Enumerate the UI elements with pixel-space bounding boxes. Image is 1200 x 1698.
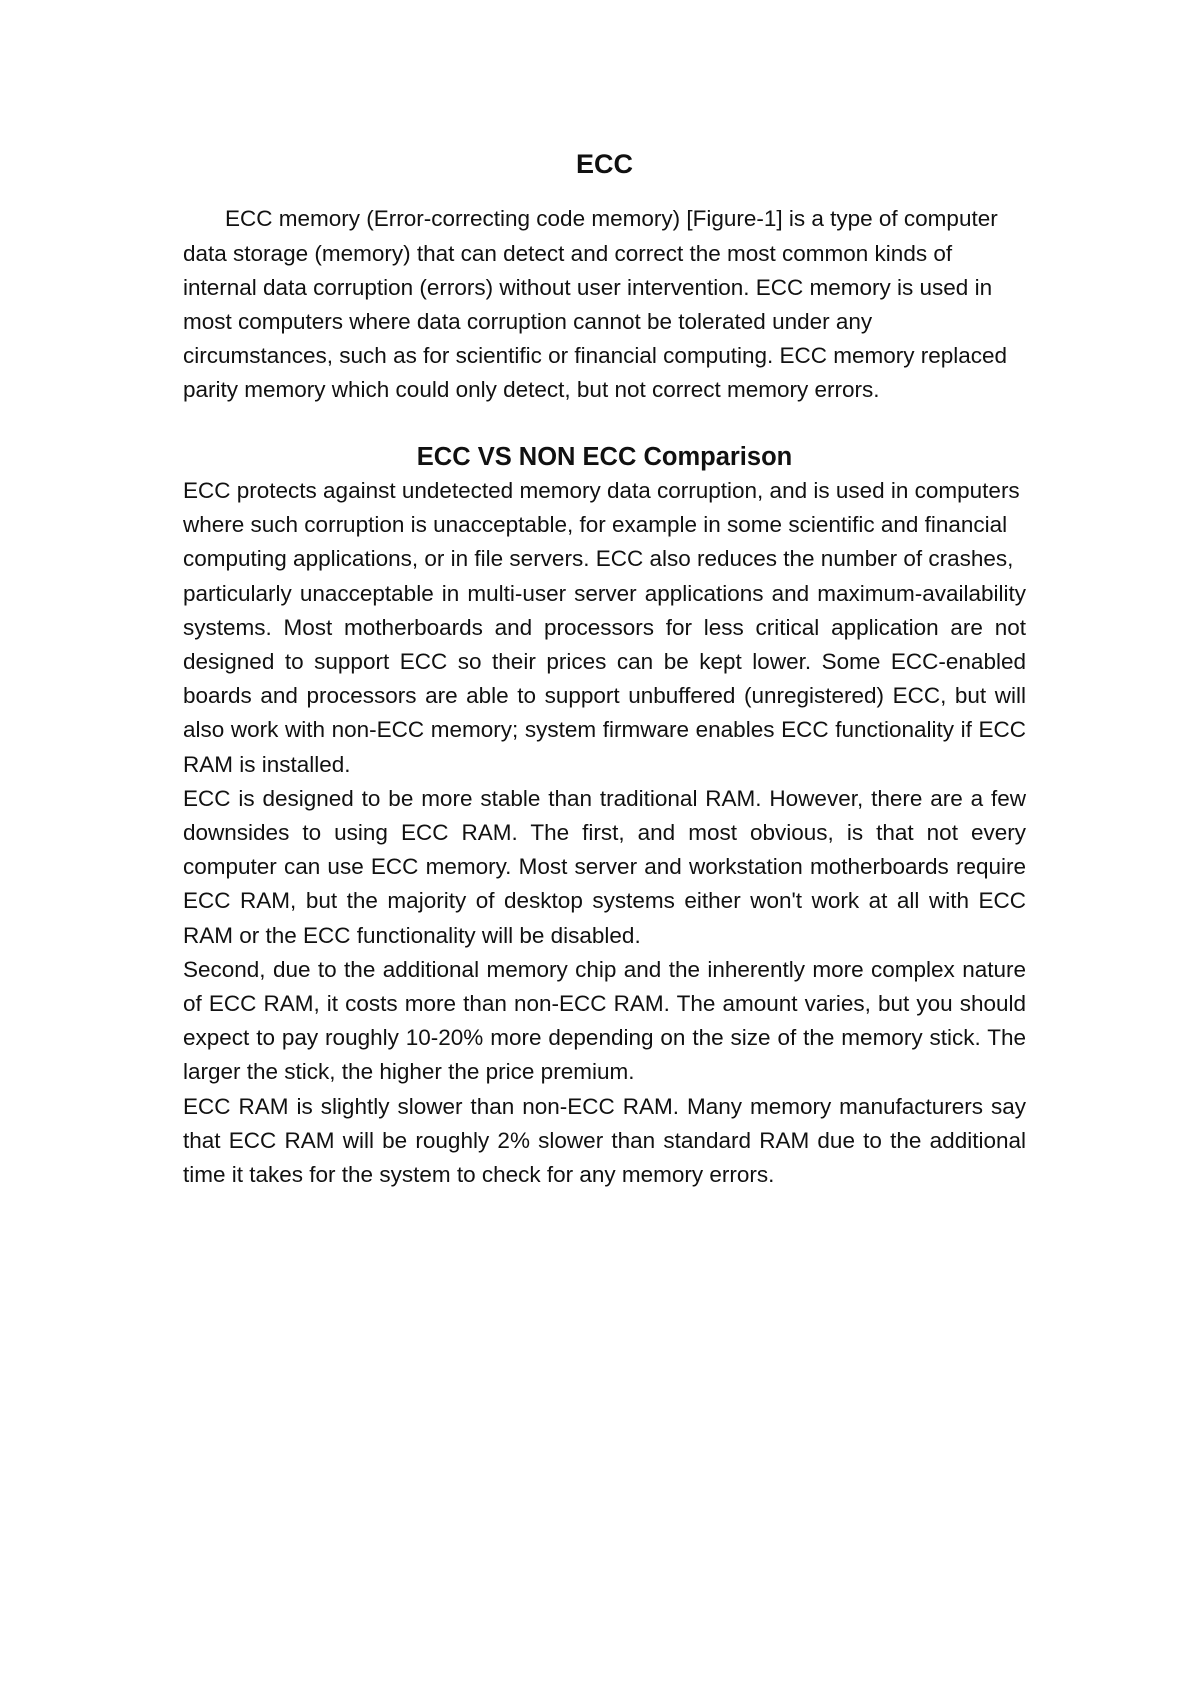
paragraph-downsides: ECC is designed to be more stable than traditional RAM. However, there are a few downsides to using ECC RAM. The first, and most obvious, is that not every computer can use ECC memory. Most server and workstation motherboards require ECC RAM, but the majority of desktop systems either won't work at all with ECC RAM or the ECC functionality will be disabled. <box>183 785 1026 948</box>
paragraph-speed: ECC RAM is slightly slower than non-ECC RAM. Many memory manufacturers say that ECC RAM will be roughly 2% slower than standard RAM due to the additional time it takes for the system to check for any memory errors. <box>183 1093 1026 1188</box>
document-body <box>183 148 1026 1192</box>
paragraph-availability: particularly unacceptable in multi-user server applications and maximum-availability systems. Most motherboards and processors for less critical application are not designed to support ECC so their prices can be kept lower. Some ECC-enabled boards and processors are able to support unbuffered (unregistered) ECC, but will also work with non-ECC memory; system firmware enables ECC functionality if ECC RAM is installed. <box>183 580 1026 777</box>
page-title: ECC <box>575 149 633 179</box>
intro-paragraph: ECC memory (Error-correcting code memory) [Figure-1] is a type of computer data storage (memory) that can detect and correct the most common kinds of internal data corruption (errors) without user intervention. ECC memory is used in most computers where data corruption cannot be tolerated under any circumstances, such as for scientific or financial computing. ECC memory replaced parity memory which could only detect, but not correct memory errors. <box>183 206 1008 403</box>
paragraph-cost: Second, due to the additional memory chip and the inherently more complex nature of ECC RAM, it costs more than non-ECC RAM. The amount varies, but you should expect to pay roughly 10-20% more depending on the size of the memory stick. The larger the stick, the higher the price premium. <box>183 956 1026 1085</box>
section-title: ECC VS NON ECC Comparison <box>416 442 793 471</box>
paragraph-ecc-protection: ECC protects against undetected memory data corruption, and is used in computers where such corruption is unacceptable, for example in some scientific and financial computing applications, or in file servers. ECC also reduces the number of crashes, <box>183 478 1020 572</box>
